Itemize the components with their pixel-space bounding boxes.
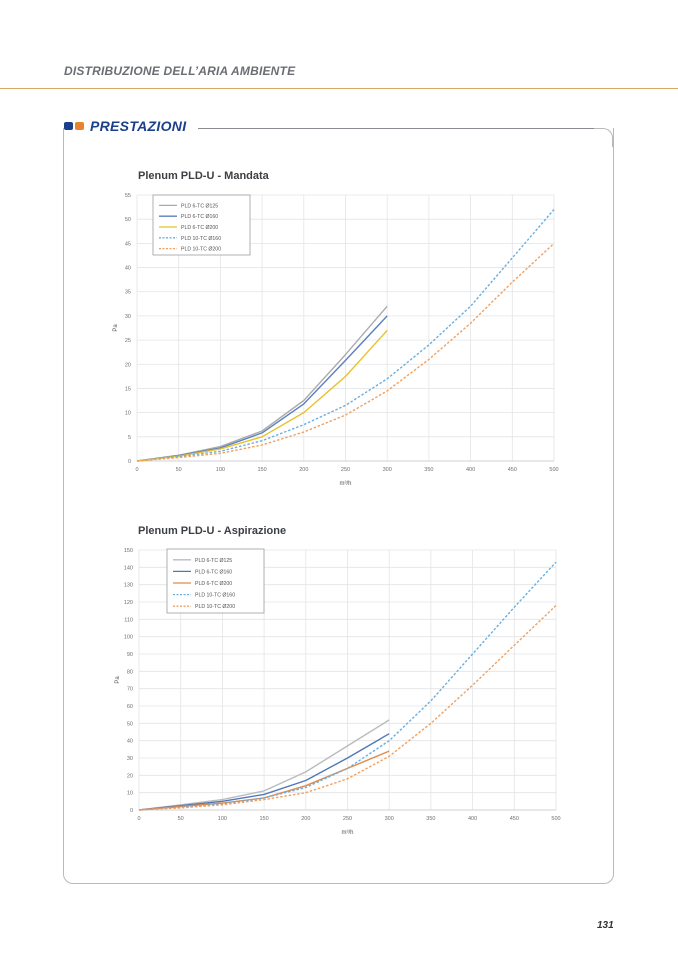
chart-1-y-tick-label: 5: [127, 434, 131, 441]
chart-2-y-tick-label: 30: [126, 756, 133, 762]
chart-2-x-tick-label: 150: [259, 816, 269, 822]
chart-aspirazione: [110, 545, 580, 855]
chart-1-x-tick-label: 450: [507, 467, 517, 473]
chart-2-x-tick-label: 450: [509, 816, 519, 822]
chart-1-legend-label: PLD 10-TC Ø200: [181, 246, 222, 253]
chart-2-y-tick-label: 50: [126, 721, 133, 728]
chart-1-y-tick-label: 45: [124, 241, 131, 248]
chart-2-x-tick-label: 0: [137, 816, 141, 822]
chart-1-y-axis-label: Pa: [113, 324, 119, 332]
chart-2-x-tick-label: 350: [426, 816, 436, 822]
chart-1-x-tick-label: 100: [215, 467, 225, 473]
chart-2-y-tick-label: 40: [126, 738, 133, 745]
chart-1-y-tick-label: 15: [124, 386, 131, 393]
chart-2-y-tick-label: 80: [126, 669, 133, 676]
chart-1-y-tick-label: 30: [124, 313, 131, 320]
chart-1-y-tick-label: 10: [124, 410, 131, 417]
chart-1-x-tick-label: 400: [466, 467, 476, 473]
chart-1-x-tick-label: 500: [549, 467, 559, 473]
chart-1-x-tick-label: 350: [424, 467, 434, 473]
chart-2-legend-label: PLD 6-TC Ø160: [195, 569, 233, 576]
chart-2-legend-label: PLD 6-TC Ø200: [195, 581, 233, 587]
chart-2-x-axis-label: m³/h: [341, 830, 354, 836]
chart-2-y-tick-label: 130: [123, 582, 133, 589]
chart-2-y-axis-label: Pa: [115, 676, 121, 684]
chart-2-legend-label: PLD 10-TC Ø200: [195, 604, 236, 611]
chart-2-y-tick-label: 110: [124, 617, 133, 624]
chart-2-y-tick-label: 140: [123, 565, 133, 572]
chart-2-y-tick-label: 60: [126, 704, 133, 710]
chart-2-y-tick-label: 0: [129, 808, 133, 814]
chart-1-x-tick-label: 0: [135, 467, 139, 473]
chart-2-x-tick-label: 400: [468, 816, 478, 822]
chart-2-y-tick-label: 90: [126, 652, 133, 658]
chart-1-y-tick-label: 0: [127, 459, 131, 465]
chart-1-x-tick-label: 200: [299, 467, 309, 473]
charts-panel-corner: [594, 128, 613, 147]
chart-1-y-tick-label: 50: [124, 217, 131, 224]
chart-2-x-tick-label: 300: [384, 816, 394, 822]
chart-2-legend-label: PLD 10-TC Ø160: [195, 592, 236, 599]
chart-2-x-tick-label: 250: [342, 816, 353, 822]
chart-mandata: [110, 190, 580, 490]
header-rule: [0, 88, 678, 89]
chart-1-legend-label: PLD 6-TC Ø125: [181, 203, 219, 210]
chart-1-y-tick-label: 20: [124, 362, 131, 369]
chart-1-y-tick-label: 35: [124, 289, 131, 296]
chart-1-legend-label: PLD 6-TC Ø160: [181, 214, 219, 221]
chart-1-y-tick-label: 25: [124, 338, 131, 345]
chart-2-y-tick-label: 10: [126, 790, 133, 797]
chart-1-y-tick-label: 40: [124, 265, 131, 272]
chart-1-legend-label: PLD 6-TC Ø200: [181, 225, 219, 231]
section-title: PRESTAZIONI: [90, 118, 187, 134]
page-header-title: DISTRIBUZIONE DELL’ARIA AMBIENTE: [64, 64, 296, 78]
chart-1-x-tick-label: 300: [382, 467, 392, 473]
chart-2-title: Plenum PLD-U - Aspirazione: [138, 525, 287, 537]
chart-1-x-tick-label: 250: [340, 467, 351, 473]
page-number: 131: [597, 920, 614, 931]
chart-2-y-tick-label: 120: [123, 600, 133, 606]
chart-2-y-tick-label: 150: [123, 548, 133, 554]
chart-1-y-tick-label: 55: [124, 193, 131, 199]
chart-1-x-axis-label: m³/h: [339, 481, 352, 487]
chart-2-legend-label: PLD 6-TC Ø125: [195, 557, 233, 564]
chart-1-legend-label: PLD 10-TC Ø160: [181, 235, 222, 242]
chart-2-x-tick-label: 50: [177, 816, 184, 822]
chart-2-x-tick-label: 200: [301, 816, 311, 822]
chart-2-y-tick-label: 70: [126, 686, 133, 693]
chart-2-y-tick-label: 100: [123, 634, 133, 641]
chart-1-x-tick-label: 150: [257, 467, 267, 473]
chart-2-x-tick-label: 100: [217, 816, 227, 822]
chart-2-x-tick-label: 500: [551, 816, 561, 822]
chart-1-x-tick-label: 50: [175, 467, 182, 473]
chart-1-title: Plenum PLD-U - Mandata: [138, 170, 269, 182]
chart-2-y-tick-label: 20: [126, 773, 133, 780]
